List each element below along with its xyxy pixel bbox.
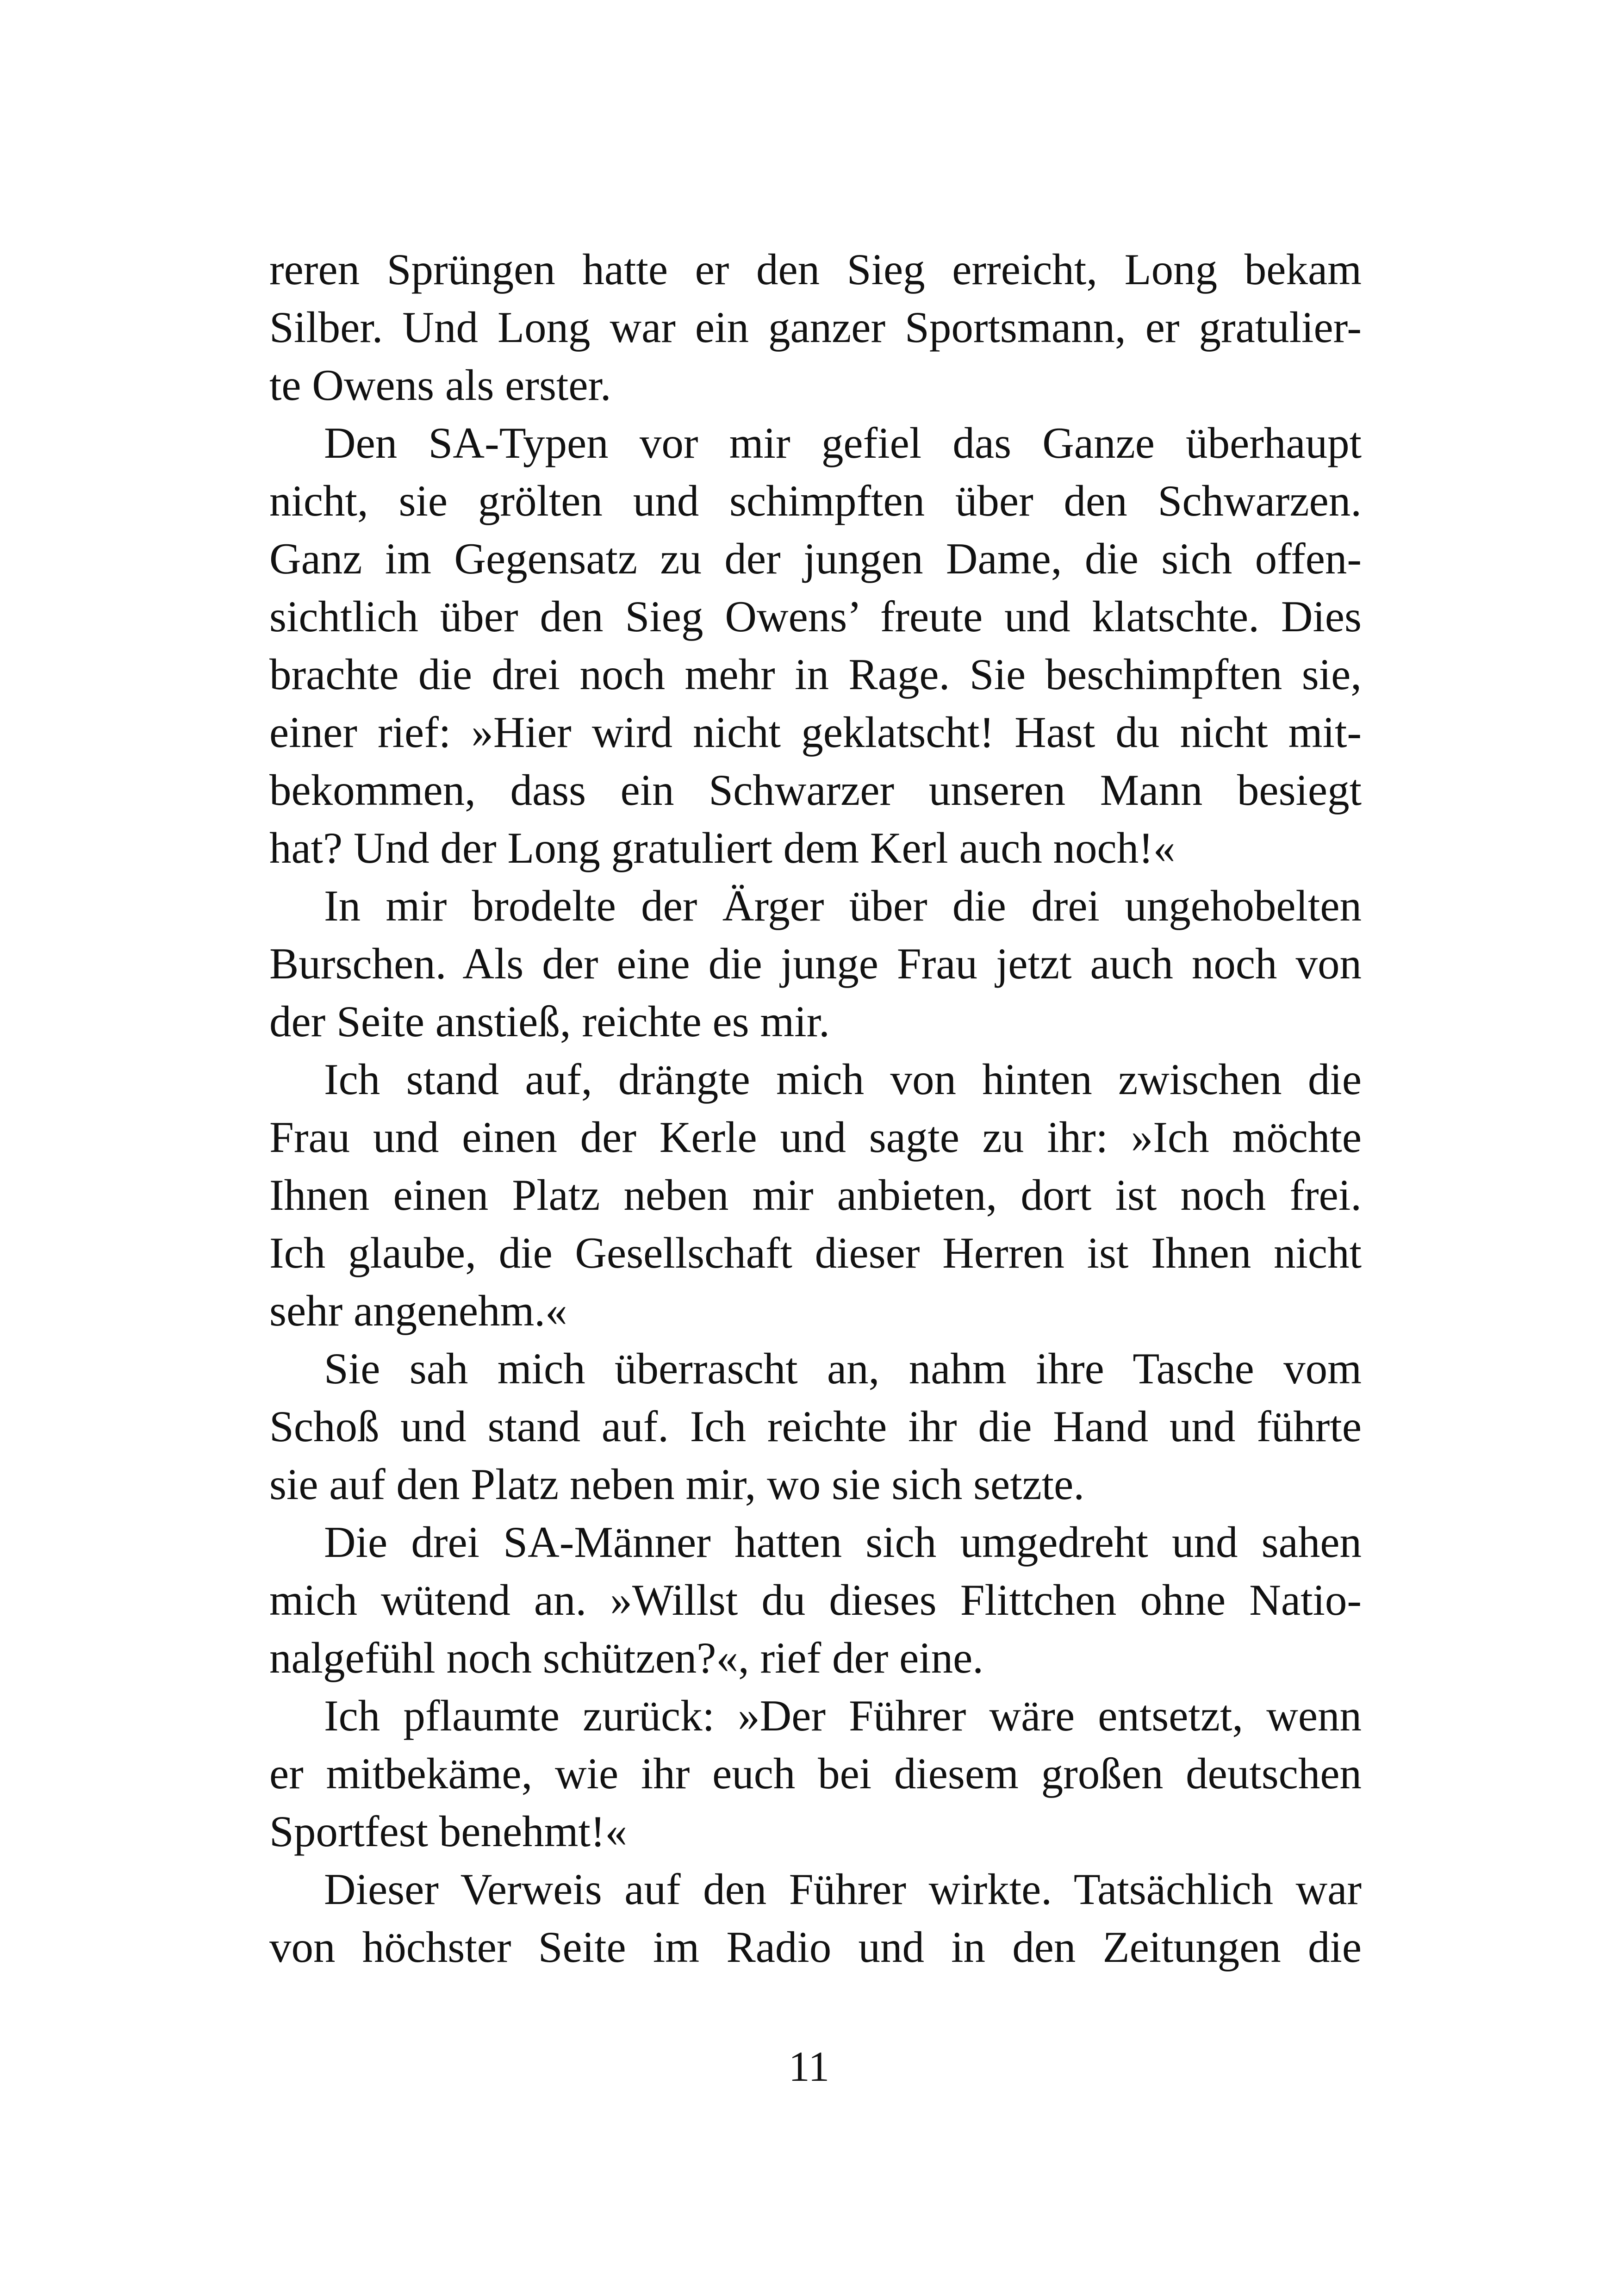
text-line: Die drei SA-Männer hatten sich umgedreht und sahen — [324, 1518, 1362, 1567]
text-line: Den SA-Typen vor mir gefiel das Ganze überhaupt — [324, 418, 1362, 467]
text-line: einer rief: »Hier wird nicht geklatscht! Hast du nicht mit- — [269, 708, 1362, 757]
text-line: hat? Und der Long gratuliert dem Kerl auch noch!« — [269, 823, 1176, 872]
text-line: bekommen, dass ein Schwarzer unseren Mann besiegt — [269, 765, 1362, 815]
text-line: te Owens als erster. — [269, 361, 611, 410]
text-line: Ihnen einen Platz neben mir anbieten, dort ist noch frei. — [269, 1170, 1362, 1220]
text-line: Ich pflaumte zurück: »Der Führer wäre entsetzt, wenn — [324, 1691, 1362, 1740]
text-line: Sportfest benehmt!« — [269, 1807, 628, 1856]
text-line: Dieser Verweis auf den Führer wirkte. Tatsächlich war — [324, 1865, 1362, 1914]
text-line: mich wütend an. »Willst du dieses Flittchen ohne Natio- — [269, 1575, 1362, 1624]
text-line: In mir brodelte der Ärger über die drei ungehobelten — [324, 881, 1362, 930]
text-line: von höchster Seite im Radio und in den Zeitungen die — [269, 1923, 1362, 1972]
text-line: Ganz im Gegensatz zu der jungen Dame, die sich offen- — [269, 534, 1362, 583]
text-line: reren Sprüngen hatte er den Sieg erreicht, Long bekam — [269, 245, 1362, 294]
text-line: Schoß und stand auf. Ich reichte ihr die Hand und führte — [269, 1402, 1362, 1451]
text-line: sie auf den Platz neben mir, wo sie sich setzte. — [269, 1460, 1085, 1509]
page-number: 11 — [788, 2043, 830, 2090]
text-line: Silber. Und Long war ein ganzer Sportsmann, er gratulier- — [269, 303, 1362, 352]
text-line: sichtlich über den Sieg Owens’ freute und klatschte. Dies — [269, 592, 1362, 641]
text-line: Ich glaube, die Gesellschaft dieser Herren ist Ihnen nicht — [269, 1228, 1362, 1277]
text-line: Burschen. Als der eine die junge Frau jetzt auch noch von — [269, 939, 1362, 988]
body-text — [269, 241, 1362, 1976]
text-line: brachte die drei noch mehr in Rage. Sie beschimpften sie, — [269, 650, 1362, 699]
text-line: Sie sah mich überrascht an, nahm ihre Tasche vom — [324, 1344, 1362, 1393]
text-line: Frau und einen der Kerle und sagte zu ihr: »Ich möchte — [269, 1113, 1362, 1162]
text-line: der Seite anstieß, reichte es mir. — [269, 997, 830, 1046]
text-line: nalgefühl noch schützen?«, rief der eine. — [269, 1633, 984, 1682]
text-line: sehr angenehm.« — [269, 1286, 567, 1335]
text-line: Ich stand auf, drängte mich von hinten zwischen die — [324, 1055, 1362, 1104]
text-line: nicht, sie grölten und schimpften über den Schwarzen. — [269, 476, 1362, 525]
text-line: er mitbekäme, wie ihr euch bei diesem großen deutschen — [269, 1749, 1362, 1798]
